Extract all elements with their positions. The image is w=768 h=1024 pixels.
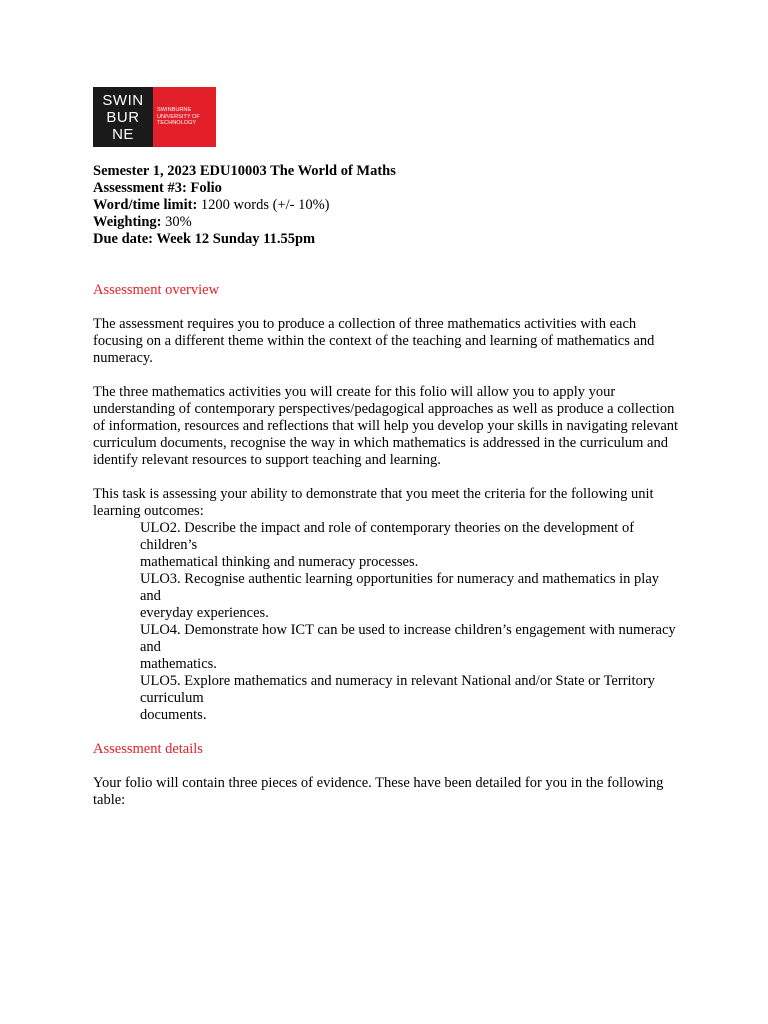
overview-para-1: The assessment requires you to produce a collection of three mathematics activities with each focusing on a different theme within the context of the teaching and learning of mathematics and numeracy. (93, 316, 655, 366)
logo-subtext-line: TECHNOLOGY (157, 120, 197, 127)
ulo-line: documents. (140, 707, 207, 723)
assessment-title: Assessment #3: Folio (93, 180, 222, 196)
logo-wordmark-line: BUR (106, 108, 140, 126)
word-limit-value: 1200 words (+/- 10%) (197, 197, 330, 213)
weighting (93, 214, 683, 231)
overview-heading: Assessment overview (93, 282, 220, 298)
details-heading: Assessment details (93, 741, 203, 757)
logo-wordmark (93, 87, 153, 147)
assessment-header (93, 163, 683, 248)
document-body (93, 163, 683, 809)
word-limit (93, 197, 683, 214)
logo-subtext-line: UNIVERSITY OF (157, 113, 200, 120)
ulo-line: ULO4. Demonstrate how ICT can be used to increase children’s engagement with numeracy and (140, 622, 676, 655)
ulo-line: ULO2. Describe the impact and role of contemporary theories on the development of children’s (140, 520, 635, 553)
learning-outcomes-list (140, 520, 683, 724)
ulo-line: mathematical thinking and numeracy processes. (140, 554, 419, 570)
overview-para-3: This task is assessing your ability to demonstrate that you meet the criteria for the following unit learning outcomes: (93, 486, 654, 519)
logo-subtext-line: SWINBURNE (157, 107, 192, 114)
weighting-value: 30% (161, 214, 192, 230)
logo-wordmark-line: SWIN (102, 91, 144, 109)
overview-para-2: The three mathematics activities you will create for this folio will allow you to apply your understanding of contemporary perspectives/pedagogical approaches as well as produce a collection of information, resources and reflections that will help you develop your skills in navigating relevant curriculum documents, recognise the way in which mathematics is addressed in the curriculum and identify relevant resources to support teaching and learning. (93, 384, 679, 468)
ulo-line: everyday experiences. (140, 605, 269, 621)
ulo-line: ULO3. Recognise authentic learning opportunities for numeracy and mathematics in play and (140, 571, 660, 604)
weighting-label: Weighting: (93, 214, 162, 230)
details-para: Your folio will contain three pieces of evidence. These have been detailed for you in the following table: (93, 775, 664, 808)
ulo-line: ULO5. Explore mathematics and numeracy in relevant National and/or State or Territory curriculum (140, 673, 655, 706)
word-limit-label: Word/time limit: (93, 197, 198, 213)
swinburne-logo (93, 87, 216, 147)
due-date: Due date: Week 12 Sunday 11.55pm (93, 231, 316, 247)
logo-subtext (153, 87, 216, 147)
ulo-line: mathematics. (140, 656, 217, 672)
logo-wordmark-line: NE (112, 125, 134, 143)
unit-title: Semester 1, 2023 EDU10003 The World of Maths (93, 163, 396, 179)
